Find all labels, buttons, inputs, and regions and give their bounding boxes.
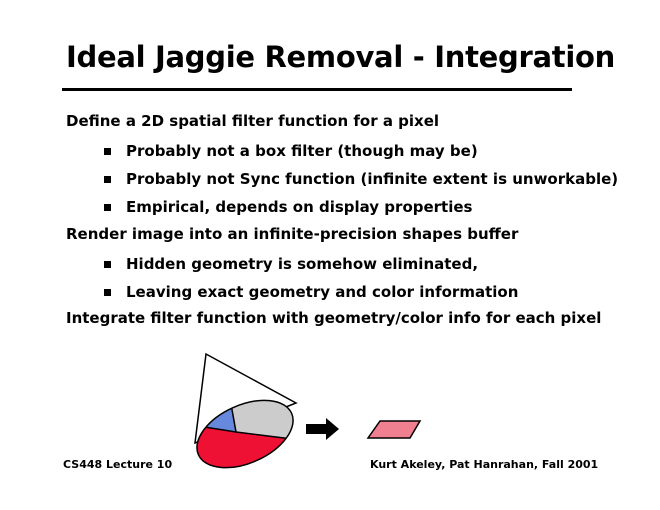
body-line-1: Define a 2D spatial filter function for a pixel	[66, 112, 440, 130]
body-line-8: Integrate filter function with geometry/color info for each pixel	[66, 309, 602, 327]
footer-authors: Kurt Akeley, Pat Hanrahan, Fall 2001	[370, 458, 599, 471]
body-line-3: Probably not Sync function (infinite extent is unworkable)	[126, 170, 619, 188]
body-line-5: Render image into an infinite-precision shapes buffer	[66, 225, 519, 243]
footer-course: CS448 Lecture 10	[63, 458, 173, 471]
filtered-pixel-icon	[368, 421, 420, 438]
body-line-2: Probably not a box filter (though may be)	[126, 142, 478, 160]
body-line-4: Empirical, depends on display properties	[126, 198, 473, 216]
body-line-6: Hidden geometry is somehow eliminated,	[126, 255, 479, 273]
right-arrow-icon	[306, 418, 339, 440]
body-line-7: Leaving exact geometry and color information	[126, 283, 519, 301]
slide-title: Ideal Jaggie Removal - Integration	[66, 40, 615, 74]
filter-cone-icon	[160, 354, 310, 481]
